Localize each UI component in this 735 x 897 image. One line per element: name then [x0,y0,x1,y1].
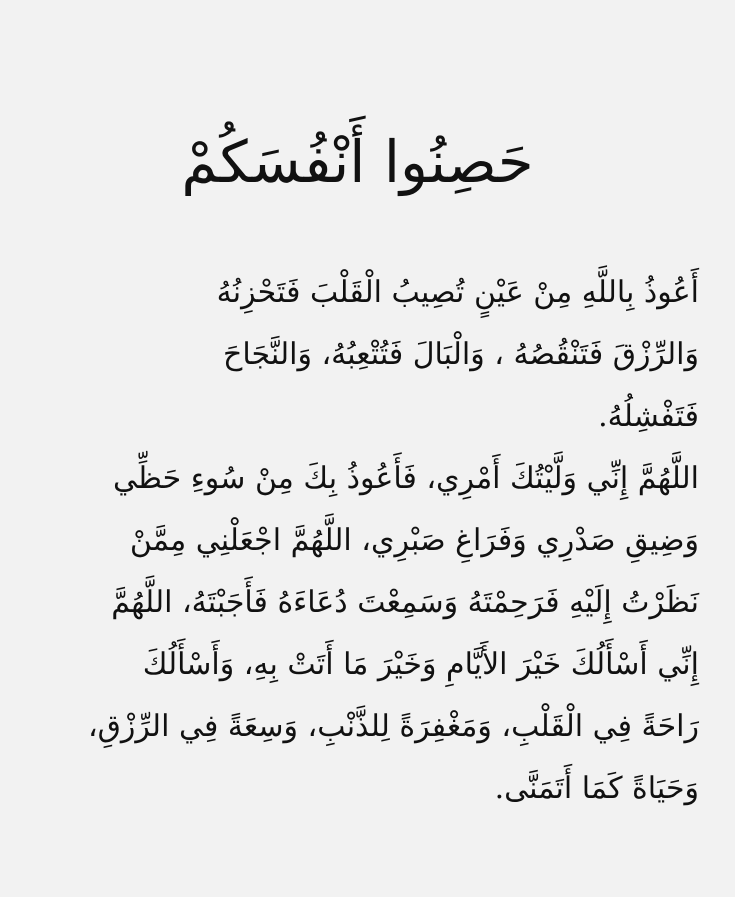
text-line: فَتَفْشِلُهُ. [598,399,699,434]
text-line: إِنِّي أَسْأَلُكَ خَيْرَ الأَيَّامِ وَخَيْرَ مَا أَتَتْ بِهِ، وَأَسْأَلُكَ [142,647,699,682]
text-line: أَعُوذُ بِاللَّهِ مِنْ عَيْنٍ تُصِيبُ الْقَلْبَ فَتَحْزِنُهُ [216,275,699,310]
text-line: وَحَيَاةً كَمَا أَتَمَنَّى. [494,771,699,806]
text-line: وَضِيقِ صَدْرِي وَفَرَاغِ صَبْرِي، اللَّهُمَّ اجْعَلْنِي مِمَّنْ [129,523,699,558]
text-line: نَظَرْتُ إِلَيْهِ فَرَحِمْتَهُ وَسَمِعْتَ دُعَاءَهُ فَأَجَبْتَهُ، اللَّهُمَّ [111,585,699,620]
page-title: حَصِنُوا أَنْفُسَكُمْ [181,128,534,196]
dua-text [87,262,699,820]
text-line: اللَّهُمَّ إِنِّي وَلَّيْتُكَ أَمْرِي، فَأَعُوذُ بِكَ مِنْ سُوءِ حَظِّي [113,461,699,496]
text-line: رَاحَةً فِي الْقَلْبِ، وَمَغْفِرَةً لِلذَّنْبِ، وَسِعَةً فِي الرِّزْقِ، [87,709,699,744]
text-line: وَالرِّزْقَ فَتَنْقُصُهُ ، وَالْبَالَ فَتُتْعِبُهُ، وَالنَّجَاحَ [223,337,699,372]
